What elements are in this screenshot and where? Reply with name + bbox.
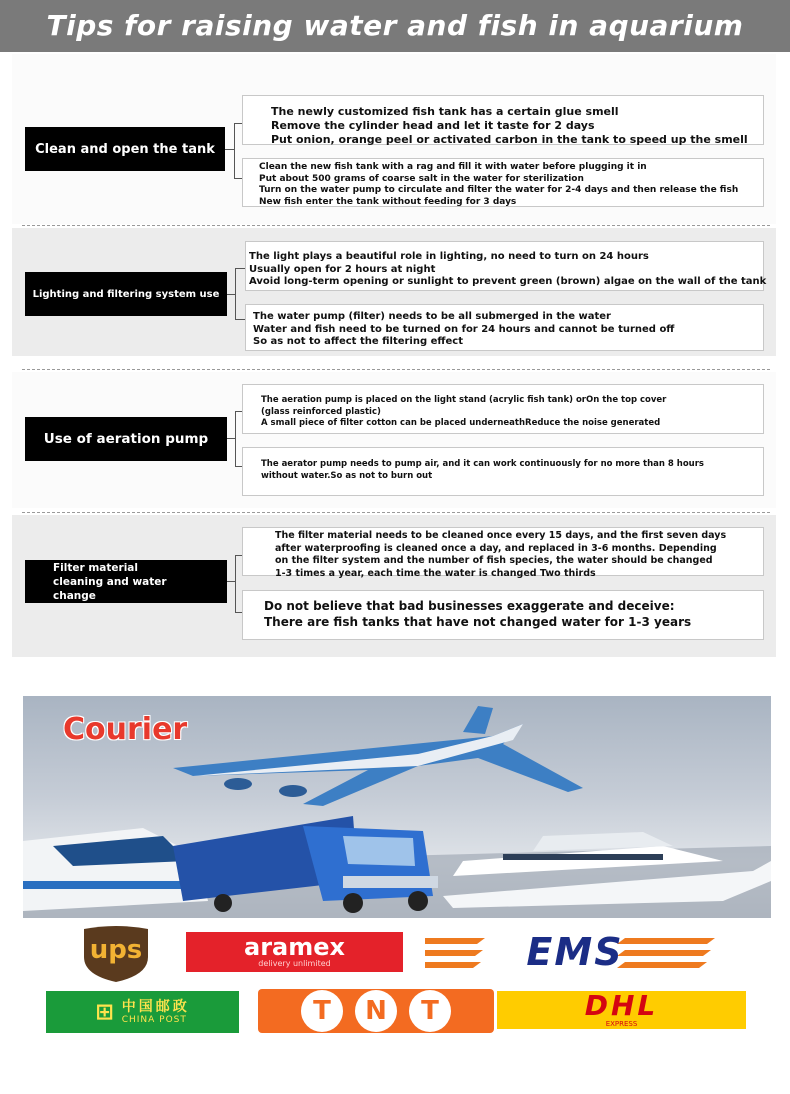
dhl-text: DHL bbox=[584, 989, 659, 1022]
tip-line: on the filter system and the number of fish species, the water should be changed bbox=[275, 555, 713, 566]
connector-line bbox=[227, 581, 235, 582]
tip-line: Put onion, orange peel or activated carbon in the tank to speed up the smell bbox=[271, 133, 748, 146]
china-post-emblem-icon: ⊞ bbox=[95, 999, 114, 1025]
bracket-connector bbox=[235, 411, 242, 467]
section-divider bbox=[22, 225, 770, 226]
tnt-letter-t2: T bbox=[409, 990, 451, 1032]
china-post-cn-text: 中国邮政 bbox=[121, 998, 190, 1015]
tip-box bbox=[242, 590, 764, 640]
page-title: Tips for raising water and fish in aquarium bbox=[0, 0, 790, 52]
dhl-sub-text: EXPRESS bbox=[605, 1020, 638, 1028]
ems-text: EMS bbox=[526, 930, 624, 974]
courier-banner bbox=[23, 696, 771, 918]
tip-box bbox=[242, 384, 764, 434]
courier-title: Courier bbox=[63, 712, 188, 747]
tip-line: There are fish tanks that have not changed water for 1-3 years bbox=[264, 615, 692, 629]
tip-line: So as not to affect the filtering effect bbox=[253, 336, 463, 347]
tip-line: New fish enter the tank without feeding for 3 days bbox=[259, 196, 517, 207]
tip-line: Clean the new fish tank with a rag and fill it with water before plugging it in bbox=[259, 162, 647, 172]
tip-box bbox=[245, 241, 767, 291]
connector-line bbox=[227, 438, 235, 439]
connector-line bbox=[227, 294, 235, 295]
section-label-clean: Clean and open the tank bbox=[25, 127, 225, 171]
section-label-lighting: Lighting and filtering system use bbox=[25, 272, 227, 316]
ups-text: ups bbox=[89, 935, 143, 965]
tip-line: Put about 500 grams of coarse salt in the water for sterilization bbox=[259, 173, 584, 184]
tip-line: Avoid long-term opening or sunlight to prevent green (brown) algae on the wall of the tank bbox=[249, 276, 767, 287]
tip-box bbox=[242, 95, 764, 145]
section-label-aeration: Use of aeration pump bbox=[25, 417, 227, 461]
section-divider bbox=[22, 369, 770, 370]
ems-logo bbox=[425, 930, 725, 974]
airplane-icon bbox=[173, 706, 583, 806]
tip-line: Do not believe that bad businesses exaggerate and deceive: bbox=[264, 599, 675, 613]
tip-box bbox=[242, 158, 764, 207]
tip-line: The filter material needs to be cleaned once every 15 days, and the first seven days bbox=[275, 530, 727, 541]
aramex-tagline: delivery unlimited bbox=[258, 959, 331, 968]
tip-line: The aerator pump needs to pump air, and it can work continuously for no more than 8 hours bbox=[261, 459, 704, 469]
tnt-letter-n: N bbox=[355, 990, 397, 1032]
tip-line: The water pump (filter) needs to be all submerged in the water bbox=[253, 311, 611, 322]
bracket-connector bbox=[234, 123, 242, 179]
tip-line: The aeration pump is placed on the light stand (acrylic fish tank) orOn the top cover bbox=[261, 395, 667, 405]
bracket-connector bbox=[235, 555, 242, 613]
tip-line: The light plays a beautiful role in lighting, no need to turn on 24 hours bbox=[249, 251, 649, 262]
tip-line: 1-3 times a year, each time the water is changed Two thirds bbox=[275, 567, 596, 579]
tip-box bbox=[245, 304, 764, 351]
aramex-text: aramex bbox=[244, 933, 345, 961]
tip-line: (glass reinforced plastic) bbox=[261, 406, 381, 417]
tnt-logo bbox=[258, 989, 494, 1033]
tip-box bbox=[242, 527, 764, 579]
tip-line: Remove the cylinder head and let it taste for 2 days bbox=[271, 119, 595, 132]
tip-line: Usually open for 2 hours at night bbox=[249, 263, 436, 275]
china-post-en-text: CHINA POST bbox=[121, 1014, 187, 1025]
tip-line: after waterproofing is cleaned once a day, and replaced in 3-6 months. Depending bbox=[275, 542, 717, 554]
aramex-logo bbox=[186, 932, 403, 972]
tip-line: The newly customized fish tank has a certain glue smell bbox=[271, 105, 619, 118]
tip-line: without water.So as not to burn out bbox=[261, 470, 433, 481]
section-label-filter: Filter material cleaning and water change bbox=[25, 560, 227, 603]
tip-line: A small piece of filter cotton can be placed underneathReduce the noise generated bbox=[261, 418, 661, 428]
china-post-logo bbox=[46, 991, 239, 1033]
section-divider bbox=[22, 512, 770, 513]
tip-box bbox=[242, 447, 764, 496]
connector-line bbox=[225, 149, 234, 150]
ups-logo bbox=[66, 925, 166, 983]
dhl-logo bbox=[497, 991, 746, 1029]
tip-line: Turn on the water pump to circulate and filter the water for 2-4 days and then release the fish bbox=[259, 185, 739, 195]
tip-line: Water and fish need to be turned on for 24 hours and cannot be turned off bbox=[253, 323, 675, 335]
tnt-letter-t: T bbox=[301, 990, 343, 1032]
